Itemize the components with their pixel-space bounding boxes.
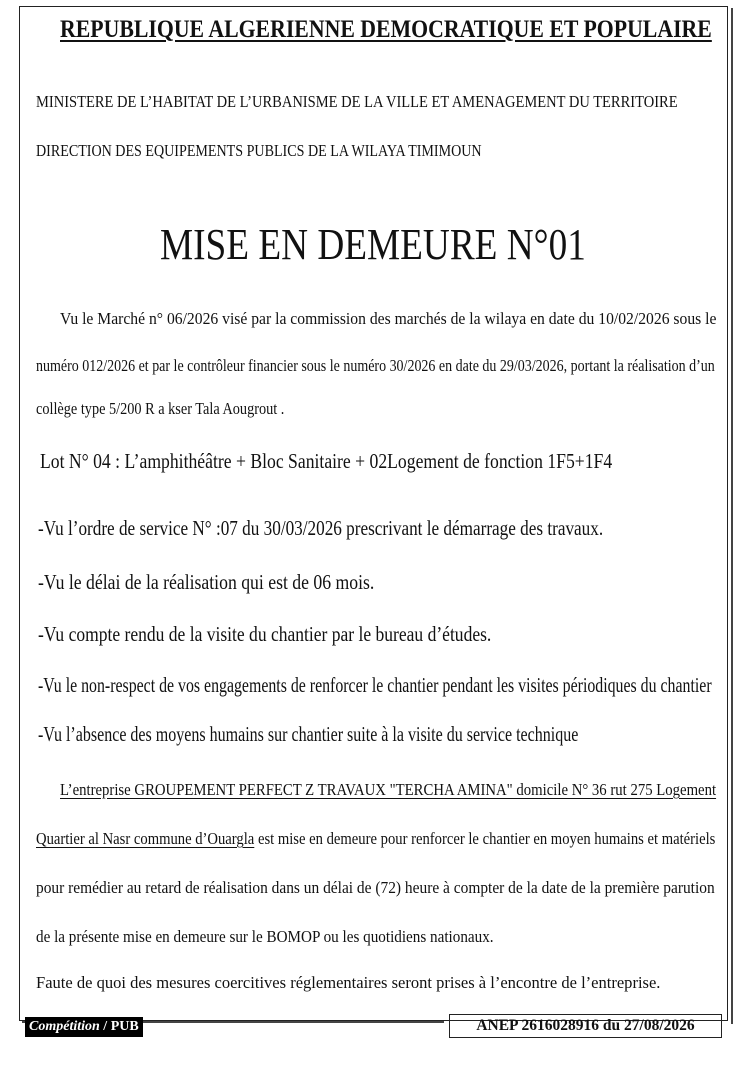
- consideration-item: -Vu l’ordre de service N° :07 du 30/03/2026 prescrivant le démarrage des travaux.: [38, 516, 604, 540]
- consideration-item: -Vu compte rendu de la visite du chantier par le bureau d’études.: [38, 622, 492, 646]
- border-shadow: [731, 8, 733, 1024]
- notice-line: pour remédier au retard de réalisation dans un délai de (72) heure à compter de la date de la première parution: [36, 878, 715, 897]
- notice-line: de la présente mise en demeure sur le BOMOP ou les quotidiens nationaux.: [36, 927, 494, 946]
- type-label: PUB: [110, 1019, 139, 1034]
- notice-text: est mise en demeure pour renforcer le chantier en moyen humains et matériels: [254, 829, 716, 848]
- anep-reference: ANEP 2616028916 du 27/08/2026: [449, 1014, 722, 1038]
- lot-line: Lot N° 04 : L’amphithéâtre + Bloc Sanitaire + 02Logement de fonction 1F5+1F4: [40, 449, 613, 473]
- company-address: Quartier al Nasr commune d’Ouargla: [36, 829, 255, 848]
- intro-line: numéro 012/2026 et par le contrôleur financier sous le numéro 30/2026 en date du 29/03/2026, portant la réalisation d’un: [36, 356, 715, 375]
- notice-line: Faute de quoi des mesures coercitives réglementaires seront prises à l’encontre de l’entreprise.: [36, 973, 661, 992]
- ministry-line: MINISTERE DE L’HABITAT DE L’URBANISME DE LA VILLE ET AMENAGEMENT DU TERRITOIRE: [36, 92, 678, 111]
- direction-line: DIRECTION DES EQUIPEMENTS PUBLICS DE LA WILAYA TIMIMOUN: [36, 141, 482, 160]
- intro-line: collège type 5/200 R a kser Tala Aougrout .: [36, 399, 285, 418]
- category-label: Compétition: [29, 1019, 100, 1034]
- company-line: L’entreprise GROUPEMENT PERFECT Z TRAVAUX "TERCHA AMINA" domicile N° 36 rut 275 Logement: [60, 780, 717, 799]
- category-separator: /: [99, 1019, 111, 1034]
- notice-line: [36, 829, 715, 849]
- page-title: MISE EN DEMEURE N°01: [160, 220, 586, 269]
- consideration-item: -Vu l’absence des moyens humains sur chantier suite à la visite du service technique: [38, 722, 579, 746]
- republic-heading: REPUBLIQUE ALGERIENNE DEMOCRATIQUE ET POPULAIRE: [60, 16, 712, 43]
- intro-line: Vu le Marché n° 06/2026 visé par la commission des marchés de la wilaya en date du 10/02/2026 sous le: [60, 309, 717, 328]
- consideration-item: -Vu le non-respect de vos engagements de renforcer le chantier pendant les visites périodiques du chantier: [38, 673, 712, 697]
- consideration-item: -Vu le délai de la réalisation qui est de 06 mois.: [38, 570, 375, 594]
- category-badge: [25, 1017, 143, 1037]
